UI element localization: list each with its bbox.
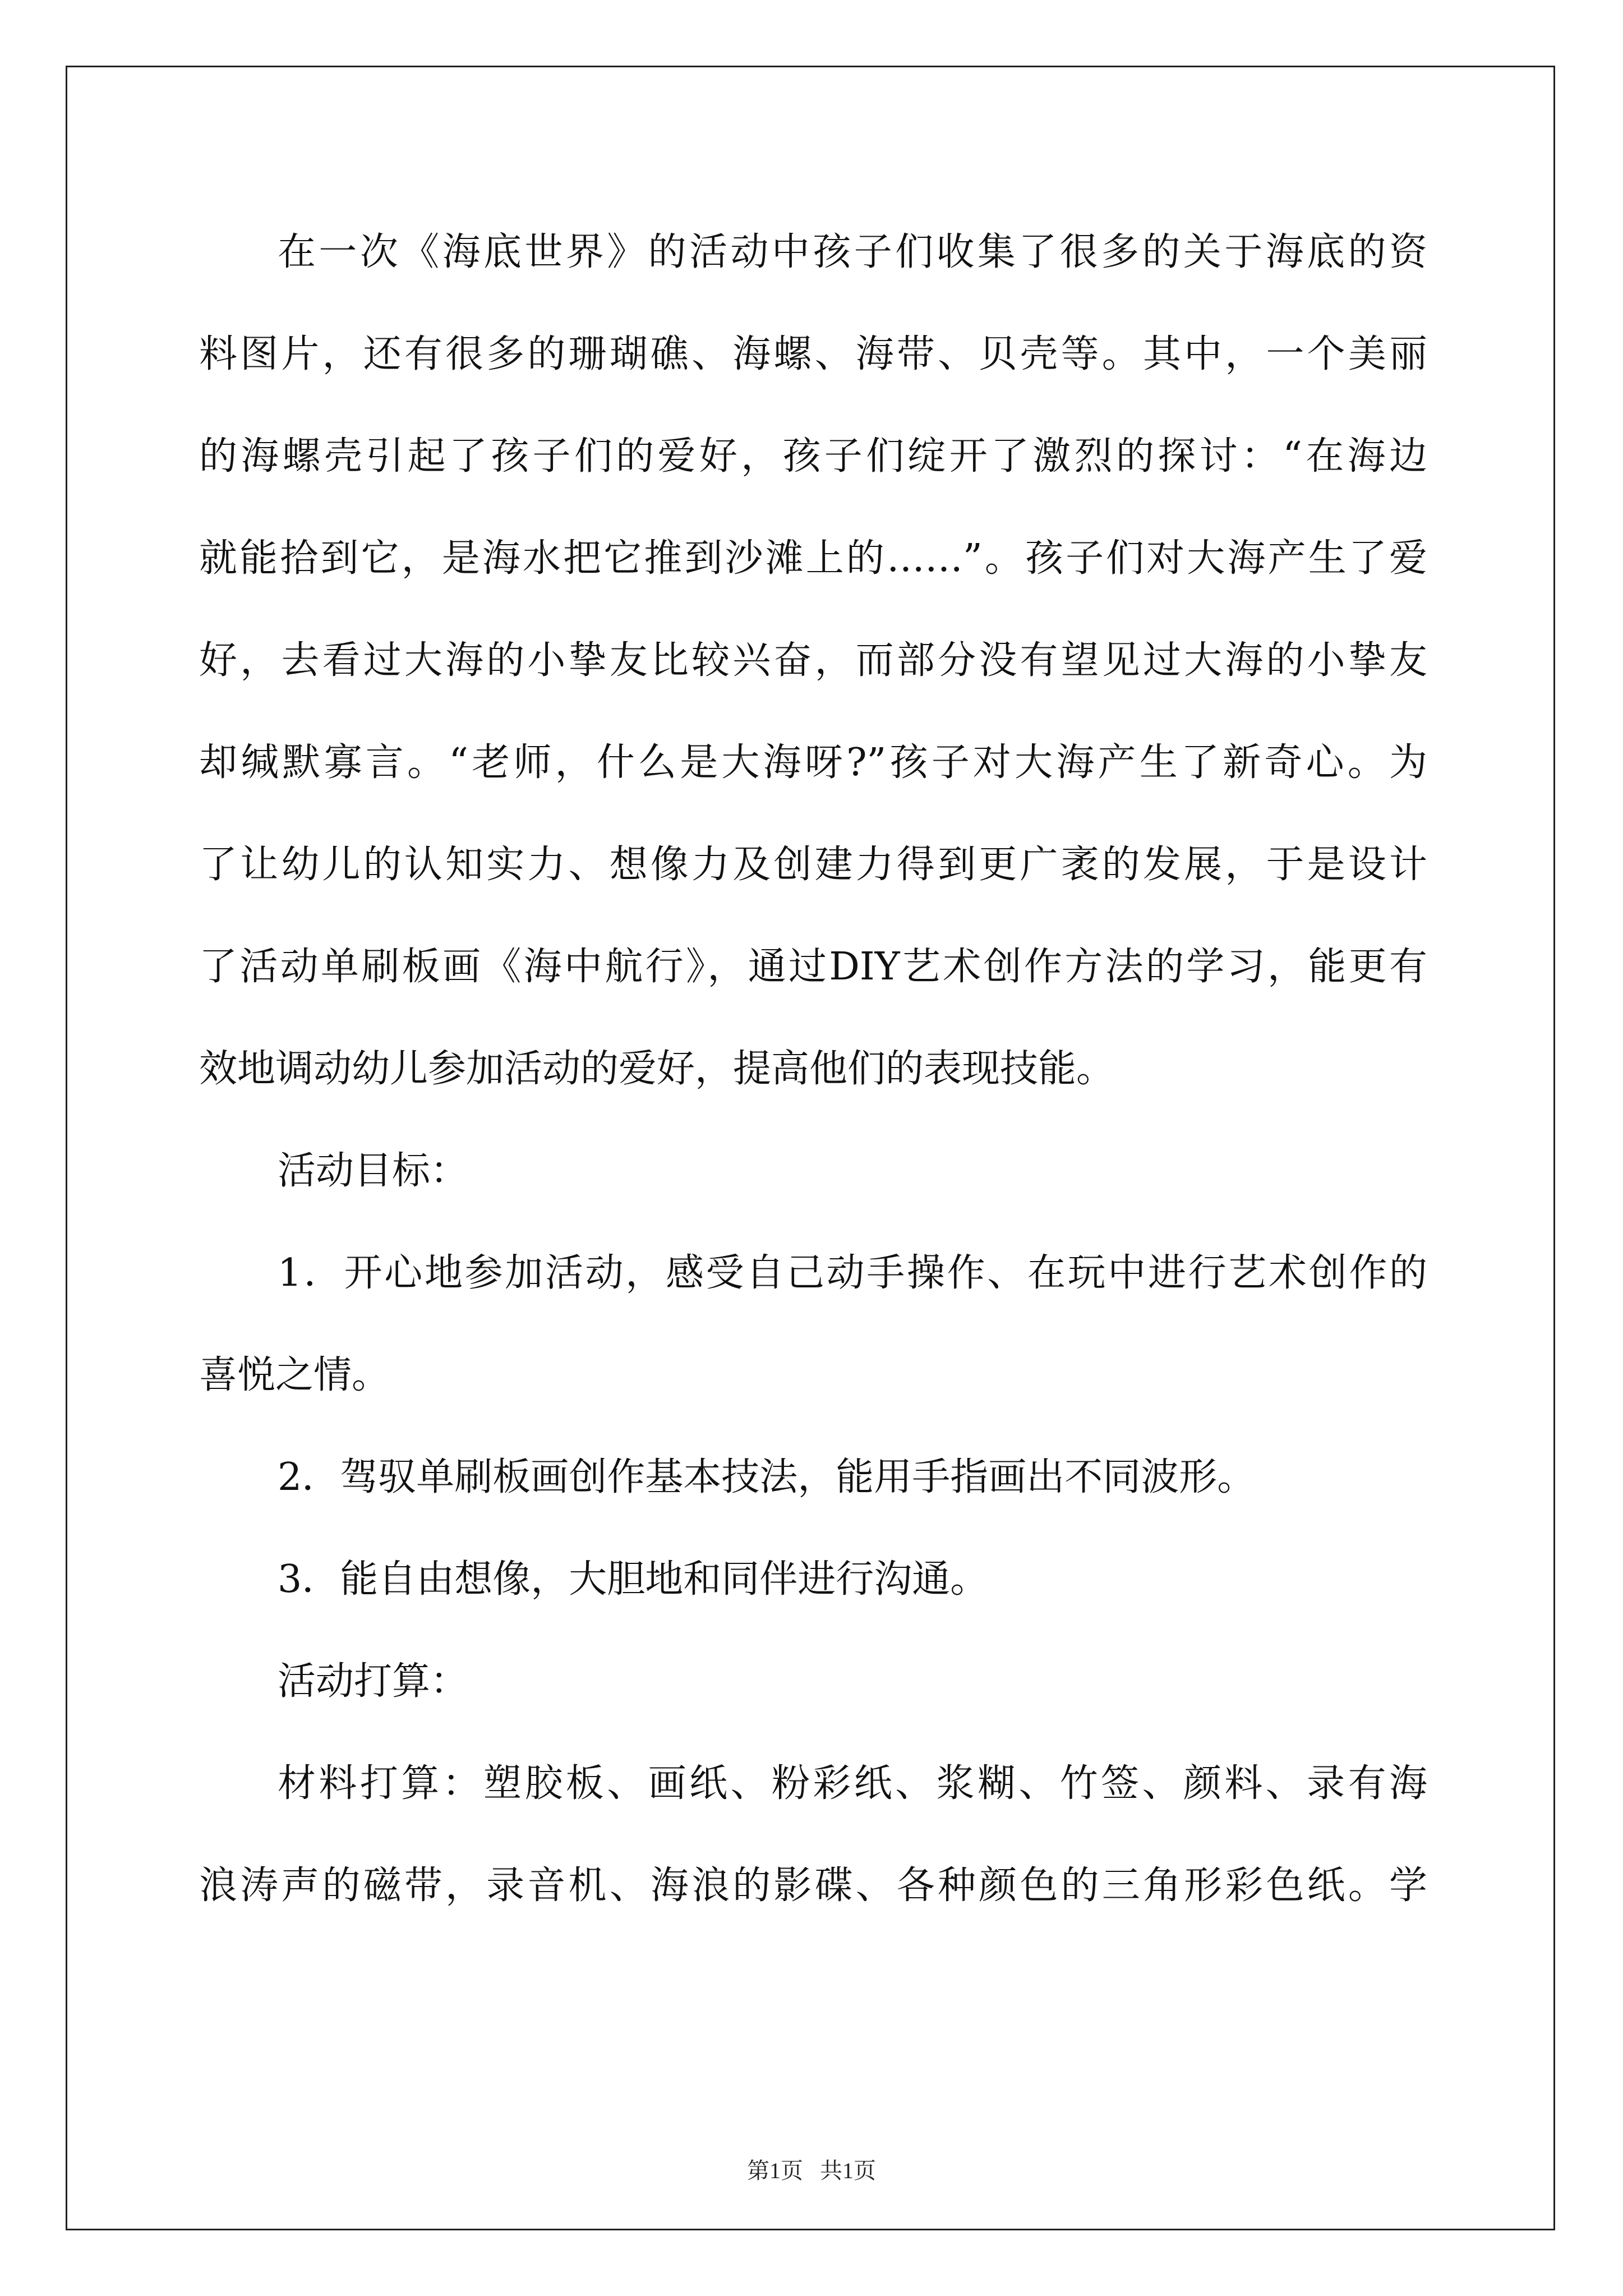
paragraph-line: 了活动单刷板画《海中航行》，通过DIY艺术创作方法的学习，能更有	[199, 945, 1427, 989]
paragraph-line: 却缄默寡言。“老师，什么是大海呀?”孩子对大海产生了新奇心。为	[199, 740, 1427, 785]
list-item: 3．能自由想像，大胆地和同伴进行沟通。	[278, 1557, 989, 1602]
list-item: 1．开心地参加活动，感受自己动手操作、在玩中进行艺术创作的	[278, 1251, 1427, 1295]
paragraph-line: 了让幼儿的认知实力、想像力及创建力得到更广袤的发展，于是设计	[199, 843, 1427, 887]
page-footer: 第1页 共1页	[747, 2158, 876, 2183]
paragraph-line: 就能拾到它，是海水把它推到沙滩上的……”。孩子们对大海产生了爱	[199, 536, 1427, 581]
paragraph-line: 好，去看过大海的小挚友比较兴奋，而部分没有望见过大海的小挚友	[199, 638, 1427, 683]
paragraph-line: 的海螺壳引起了孩子们的爱好，孩子们绽开了激烈的探讨：“在海边	[199, 434, 1427, 478]
list-item-continuation: 喜悦之情。	[199, 1353, 390, 1397]
list-item: 2．驾驭单刷板画创作基本技法，能用手指画出不同波形。	[278, 1455, 1256, 1499]
section-heading: 活动目标：	[278, 1149, 469, 1193]
section-heading: 活动打算：	[278, 1659, 469, 1704]
paragraph-line: 材料打算：塑胶板、画纸、粉彩纸、浆糊、竹签、颜料、录有海	[278, 1761, 1427, 1806]
paragraph-line: 效地调动幼儿参加活动的爱好，提高他们的表现技能。	[199, 1047, 1115, 1091]
paragraph-line: 在一次《海底世界》的活动中孩子们收集了很多的关于海底的资	[278, 230, 1427, 274]
paragraph-line: 浪涛声的磁带，录音机、海浪的影碟、各种颜色的三角形彩色纸。学	[199, 1864, 1427, 1908]
paragraph-line: 料图片，还有很多的珊瑚礁、海螺、海带、贝壳等。其中，一个美丽	[199, 332, 1427, 376]
